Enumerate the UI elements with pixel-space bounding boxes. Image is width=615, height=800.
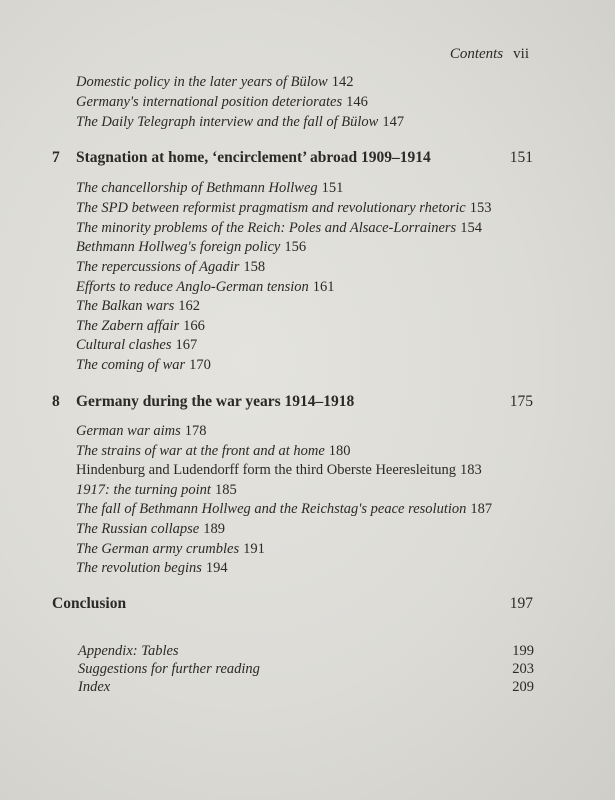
chapter-title: Stagnation at home, ‘encirclement’ abroad 1909–1914 — [76, 149, 431, 166]
entry-page: 180 — [328, 443, 351, 459]
entry-page: 167 — [175, 337, 198, 353]
toc-entry — [76, 460, 482, 480]
appendix-label: Index — [78, 679, 111, 695]
header-title: Contents — [449, 46, 504, 62]
entry-page: 151 — [321, 180, 344, 196]
appendix-entry — [78, 642, 534, 660]
entry-label: The German army crumbles — [76, 541, 240, 557]
chapter-number: 8 — [52, 393, 60, 410]
toc-entry — [76, 178, 343, 198]
entry-label: The chancellorship of Bethmann Hollweg — [76, 180, 318, 196]
entry-page: 178 — [184, 423, 207, 439]
toc-entry — [76, 335, 197, 355]
entry-page: 146 — [346, 94, 368, 110]
entry-label: Hindenburg and Ludendorff form the third Oberste Heeresleitung — [76, 462, 456, 478]
appendix-page: 209 — [512, 679, 534, 695]
entry-page: 170 — [189, 357, 211, 373]
chapter-title: Germany during the war years 1914–1918 — [76, 393, 355, 410]
entry-label: Cultural clashes — [76, 337, 172, 353]
toc-entry — [76, 421, 206, 441]
header-page-number: vii — [513, 46, 529, 62]
appendix-label: Appendix: Tables — [78, 643, 179, 659]
entry-page: 187 — [470, 501, 493, 517]
entry-page: 153 — [469, 200, 492, 216]
toc-entry — [76, 355, 211, 375]
toc-entry — [76, 519, 225, 539]
entry-label: The Balkan wars — [76, 298, 175, 314]
entry-page: 161 — [312, 279, 335, 295]
entry-page: 189 — [203, 521, 225, 537]
entry-page: 166 — [183, 318, 205, 334]
appendix-label: Suggestions for further reading — [78, 661, 260, 677]
entry-label: The minority problems of the Reich: Poles and Alsace-Lorrainers — [76, 220, 457, 236]
entry-page: 162 — [178, 298, 201, 314]
entry-page: 158 — [243, 259, 266, 275]
entry-page: 194 — [205, 560, 228, 576]
toc-entry — [76, 92, 368, 112]
toc-entry — [76, 218, 482, 238]
conclusion-heading: Conclusion — [52, 595, 127, 612]
entry-label: The Russian collapse — [76, 521, 200, 537]
entry-label: German war aims — [76, 423, 181, 439]
entry-label: Domestic policy in the later years of Bülow — [76, 74, 328, 90]
chapter-heading — [52, 149, 431, 167]
entry-page: 147 — [382, 114, 405, 130]
appendix-entry — [78, 678, 534, 696]
entry-label: Germany's international position deteriorates — [76, 94, 343, 110]
appendix-page: 203 — [512, 661, 534, 677]
toc-entry — [76, 198, 491, 218]
toc-entry — [76, 558, 228, 578]
entry-label: Efforts to reduce Anglo-German tension — [76, 279, 309, 295]
chapter-page: 151 — [509, 149, 533, 166]
entry-page: 191 — [243, 541, 265, 557]
toc-entry — [76, 112, 404, 132]
appendix-entry — [78, 660, 534, 678]
entry-label: The repercussions of Agadir — [76, 259, 240, 275]
toc-entry — [76, 316, 205, 336]
running-header — [450, 46, 529, 63]
entry-page: 156 — [284, 239, 307, 255]
toc-entry — [76, 441, 351, 461]
toc-entry — [76, 499, 492, 519]
toc-entry — [76, 296, 200, 316]
entry-page: 142 — [331, 74, 354, 90]
toc-entry — [76, 480, 237, 500]
toc-entry — [76, 277, 335, 297]
toc-entry — [76, 257, 265, 277]
entry-label: 1917: the turning point — [76, 482, 211, 498]
entry-page: 154 — [460, 220, 482, 236]
conclusion-page: 197 — [509, 595, 533, 612]
appendix-page: 199 — [512, 643, 534, 659]
entry-label: Bethmann Hollweg's foreign policy — [76, 239, 281, 255]
toc-entry — [76, 539, 265, 559]
entry-page: 183 — [459, 462, 482, 478]
chapter-heading — [52, 393, 354, 411]
entry-page: 185 — [214, 482, 237, 498]
entry-label: The SPD between reformist pragmatism and revolutionary rhetoric — [76, 200, 466, 216]
entry-label: The Daily Telegraph interview and the fall of Bülow — [76, 114, 379, 130]
chapter-page: 175 — [509, 393, 533, 410]
entry-label: The fall of Bethmann Hollweg and the Reichstag's peace resolution — [76, 501, 467, 517]
entry-label: The revolution begins — [76, 560, 202, 576]
entry-label: The Zabern affair — [76, 318, 180, 334]
toc-entry — [76, 237, 306, 257]
toc-entry — [76, 72, 353, 92]
entry-label: The coming of war — [76, 357, 186, 373]
chapter-number: 7 — [52, 149, 60, 166]
entry-label: The strains of war at the front and at home — [76, 443, 325, 459]
